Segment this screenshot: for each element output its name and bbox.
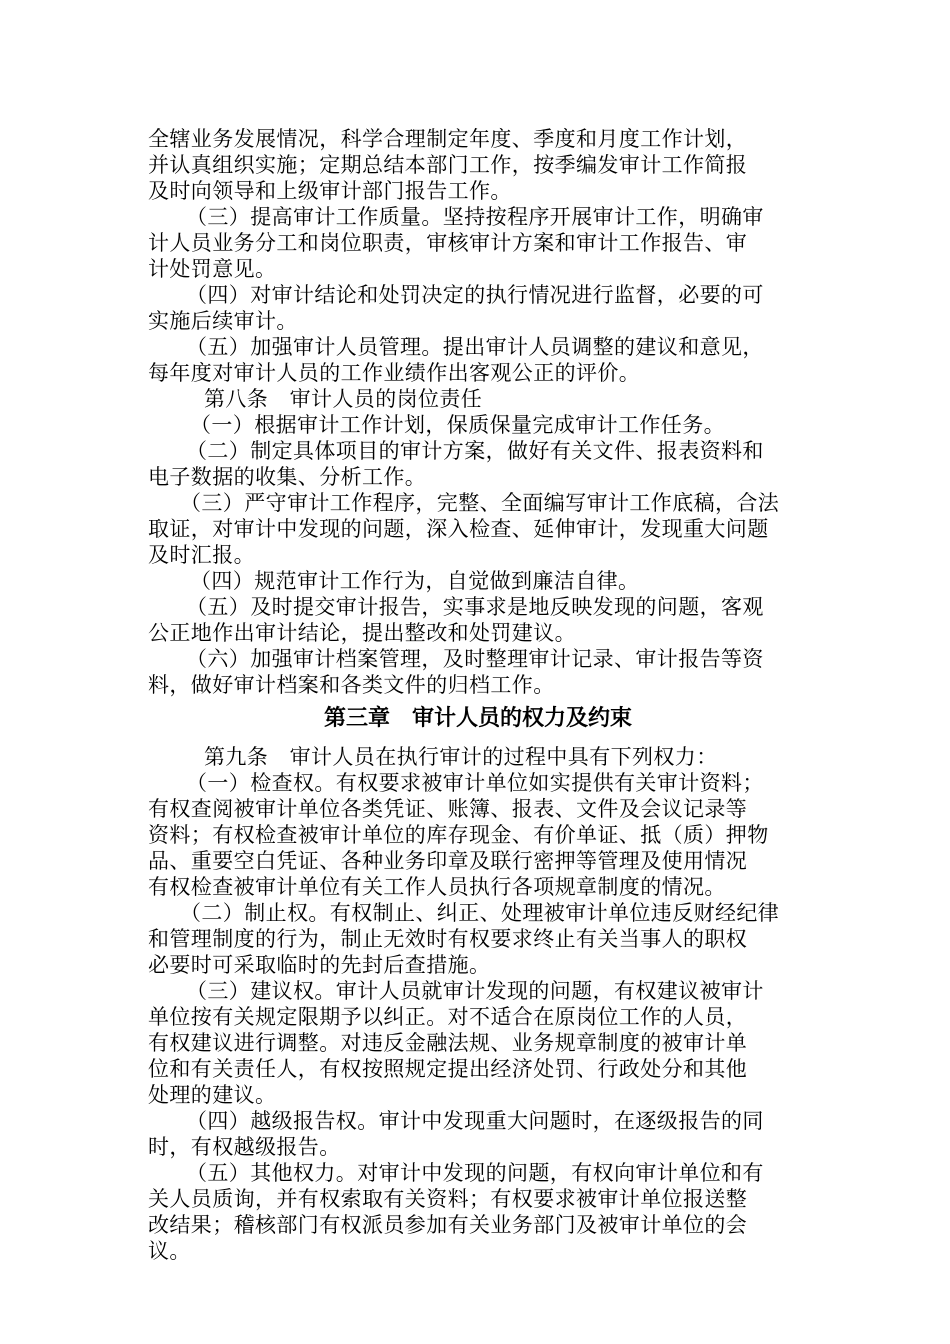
text-line: （一）检查权。有权要求被审计单位如实提供有关审计资料； [186, 771, 764, 795]
article-heading: 第九条 审计人员在执行审计的过程中具有下列权力： [204, 745, 718, 769]
text-line: 资料；有权检查被审计单位的库存现金、有价单证、抵（质）押物 [148, 823, 769, 847]
text-line: 全辖业务发展情况，科学合理制定年度、季度和月度工作计划， [148, 127, 748, 151]
text-line: 实施后续审计。 [148, 309, 298, 333]
text-line: 及时汇报。 [148, 543, 255, 567]
text-line: 有权建议进行调整。对违反金融法规、业务规章制度的被审计单 [148, 1031, 748, 1055]
text-line: 及时向领导和上级审计部门报告工作。 [148, 179, 512, 203]
text-line: （三）建议权。审计人员就审计发现的问题，有权建议被审计 [186, 979, 764, 1003]
text-line: 有权检查被审计单位有关工作人员执行各项规章制度的情况。 [148, 875, 726, 899]
text-line: （六）加强审计档案管理，及时整理审计记录、审计报告等资 [186, 647, 764, 671]
text-line: 电子数据的收集、分析工作。 [148, 465, 427, 489]
text-line: 议。 [148, 1239, 191, 1263]
text-line: （一）根据审计工作计划，保质保量完成审计工作任务。 [190, 413, 725, 437]
text-line: 时，有权越级报告。 [148, 1135, 341, 1159]
text-line: （三）提高审计工作质量。坚持按程序开展审计工作，明确审 [186, 205, 764, 229]
text-line: （二）制止权。有权制止、纠正、处理被审计单位违反财经纪律 [180, 901, 780, 925]
text-line: 必要时可采取临时的先封后查措施。 [148, 953, 491, 977]
text-line: 关人员质询，并有权索取有关资料；有权要求被审计单位报送整 [148, 1187, 748, 1211]
text-line: 计人员业务分工和岗位职责，审核审计方案和审计工作报告、审 [148, 231, 748, 255]
text-line: 计处罚意见。 [148, 257, 277, 281]
text-line: （四）对审计结论和处罚决定的执行情况进行监督，必要的可 [186, 283, 764, 307]
text-line: 和管理制度的行为，制止无效时有权要求终止有关当事人的职权 [148, 927, 748, 951]
text-line: 单位按有关规定限期予以纠正。对不适合在原岗位工作的人员， [148, 1005, 748, 1029]
text-line: （四）规范审计工作行为，自觉做到廉洁自律。 [190, 569, 640, 593]
text-line: （五）及时提交审计报告，实事求是地反映发现的问题，客观 [186, 595, 764, 619]
text-line: （四）越级报告权。审计中发现重大问题时，在逐级报告的同 [186, 1109, 764, 1133]
chapter-title: 第三章 审计人员的权力及约束 [323, 705, 632, 731]
text-line: 改结果；稽核部门有权派员参加有关业务部门及被审计单位的会 [148, 1213, 748, 1237]
text-line: 有权查阅被审计单位各类凭证、账簿、报表、文件及会议记录等 [148, 797, 748, 821]
text-line: （三）严守审计工作程序，完整、全面编写审计工作底稿，合法 [180, 491, 780, 515]
text-line: 料，做好审计档案和各类文件的归档工作。 [148, 673, 555, 697]
text-line: 位和有关责任人，有权按照规定提出经济处罚、行政处分和其他 [148, 1057, 748, 1081]
text-line: 品、重要空白凭证、各种业务印章及联行密押等管理及使用情况 [148, 849, 748, 873]
text-line: 并认真组织实施；定期总结本部门工作，按季编发审计工作简报 [148, 153, 748, 177]
text-line: （二）制定具体项目的审计方案，做好有关文件、报表资料和 [186, 439, 764, 463]
text-line: （五）加强审计人员管理。提出审计人员调整的建议和意见， [186, 335, 764, 359]
text-line: 处理的建议。 [148, 1083, 277, 1107]
text-line: 取证，对审计中发现的问题，深入检查、延伸审计，发现重大问题 [148, 517, 769, 541]
text-line: 每年度对审计人员的工作业绩作出客观公正的评价。 [148, 361, 641, 385]
article-heading: 第八条 审计人员的岗位责任 [204, 387, 483, 411]
text-line: （五）其他权力。对审计中发现的问题，有权向审计单位和有 [186, 1161, 764, 1185]
text-line: 公正地作出审计结论，提出整改和处罚建议。 [148, 621, 576, 645]
